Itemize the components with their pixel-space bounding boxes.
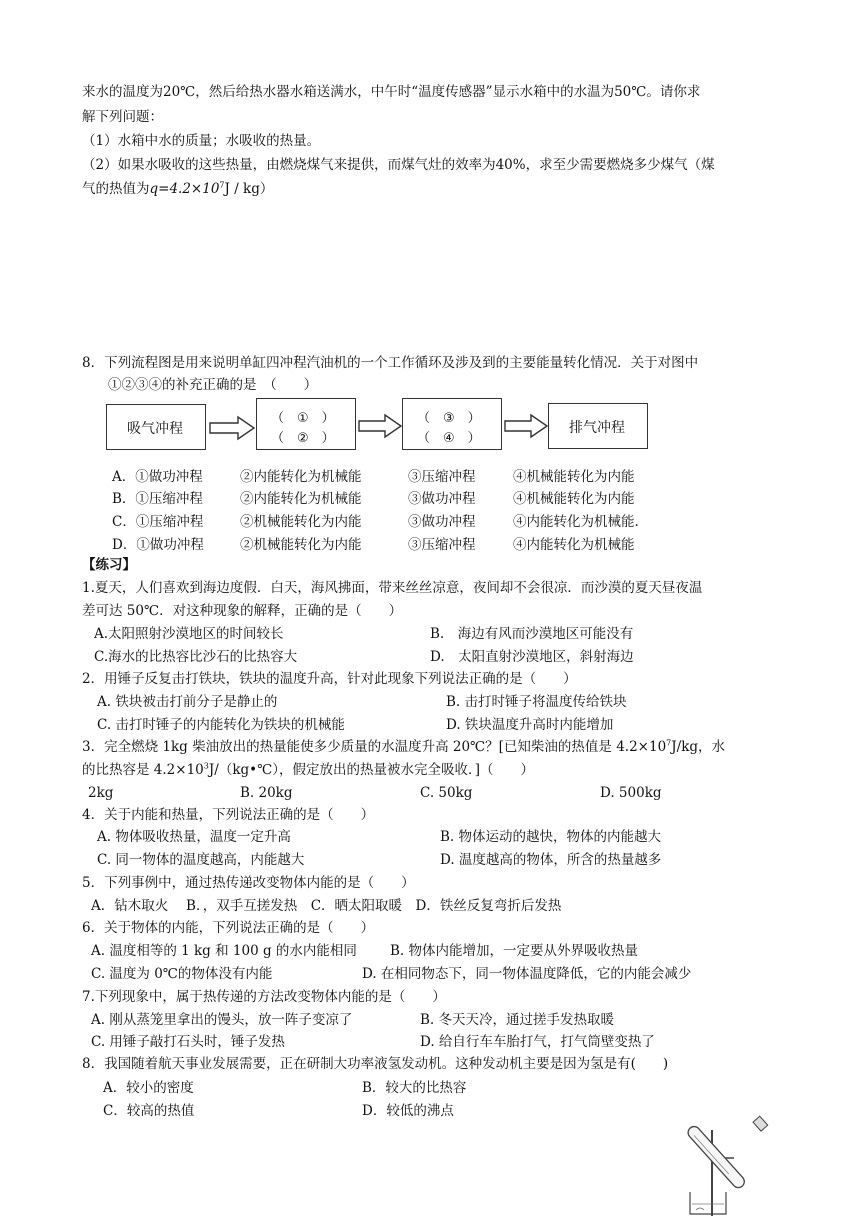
p3-line-2-a: 的比热容是 4.2×10 bbox=[82, 762, 204, 778]
p3-opt-c: C. 50kg bbox=[420, 785, 473, 801]
flow-box-2 bbox=[256, 398, 356, 450]
q8-opt-a-2: ②内能转化为机械能 bbox=[240, 469, 362, 485]
p6-opt-b: B. 物体内能增加，一定要从外界吸收热量 bbox=[390, 943, 639, 959]
p7-opt-b: B. 冬天天冷，通过搓手发热取暖 bbox=[420, 1012, 615, 1028]
flow-box-exhaust bbox=[548, 403, 648, 449]
intro-line-5-a: 气的热值为 bbox=[82, 181, 150, 197]
p6-opt-c: C. 温度为 0℃的物体没有内能 bbox=[91, 966, 273, 982]
intro-line-3: （1）水箱中水的质量；水吸收的热量。 bbox=[82, 133, 321, 149]
p4-opt-b: B. 物体运动的越快，物体的内能越大 bbox=[440, 829, 662, 845]
q8-opt-d-2: ②机械能转化为内能 bbox=[240, 537, 362, 553]
p4-opt-c: C. 同一物体的温度越高，内能越大 bbox=[97, 852, 305, 868]
p2-opt-d: D. 铁块温度升高时内能增加 bbox=[446, 717, 614, 733]
flow-box-exhaust-label: 排气冲程 bbox=[569, 420, 625, 436]
q8-opt-a-1: A．①做功冲程 bbox=[112, 469, 203, 485]
flow-box-3-bottom: （ ④ ） bbox=[417, 431, 481, 446]
p5-line-1: 5．下列事例中，通过热传递改变物体内能的是（ ） bbox=[82, 875, 415, 891]
p3-line-1-b: J/kg，水 bbox=[671, 739, 726, 755]
p8-opt-c: C．较高的热值 bbox=[103, 1103, 195, 1119]
p2-opt-c: C. 击打时锤子的内能转化为铁块的机械能 bbox=[97, 717, 345, 733]
flow-box-3 bbox=[402, 398, 502, 450]
p3-line-2-sup: 3 bbox=[203, 761, 209, 771]
q8-line-1: 8．下列流程图是用来说明单缸四冲程汽油机的一个工作循环及涉及到的主要能量转化情况．关于对图中 bbox=[82, 355, 699, 371]
p1-opt-a: A.太阳照射沙漠地区的时间较长 bbox=[94, 626, 284, 642]
p3-line-1-a: 3．完全燃烧 1kg 柴油放出的热量能使多少质量的水温度升高 20℃？[已知柴油的热值是 4.2×10 bbox=[82, 739, 667, 755]
lab-apparatus-illustration bbox=[676, 1112, 776, 1216]
p3-line-2 bbox=[82, 762, 534, 778]
p3-opt-a: 2kg bbox=[88, 785, 114, 801]
flow-box-2-top: （ ① ） bbox=[271, 411, 335, 426]
q8-opt-b-2: ②内能转化为机械能 bbox=[240, 491, 362, 507]
intro-line-5 bbox=[82, 181, 273, 197]
flow-arrow-1 bbox=[208, 415, 256, 441]
p1-opt-d: D. 太阳直射沙漠地区，斜射海边 bbox=[430, 649, 634, 665]
p3-opt-b: B. 20kg bbox=[240, 785, 293, 801]
flow-box-intake-label: 吸气冲程 bbox=[127, 421, 183, 437]
p7-line-1: 7.下列现象中，属于热传递的方法改变物体内能的是（ ） bbox=[82, 989, 446, 1005]
intro-line-5-c: J / kg） bbox=[224, 181, 274, 197]
q8-opt-c-2: ②机械能转化为内能 bbox=[240, 514, 362, 530]
p6-opt-a: A. 温度相等的 1 kg 和 100 g 的水内能相同 bbox=[91, 943, 357, 959]
p4-opt-a: A. 物体吸收热量，温度一定升高 bbox=[97, 829, 291, 845]
p7-opt-c: C. 用锤子敲打石头时，锤子发热 bbox=[91, 1034, 285, 1050]
p3-line-1-sup: 7 bbox=[666, 738, 672, 748]
intro-line-5-sup: 7 bbox=[219, 180, 225, 190]
p4-line-1: 4．关于内能和热量，下列说法正确的是（ ） bbox=[82, 807, 375, 823]
q8-opt-a-3: ③压缩冲程 bbox=[408, 469, 476, 485]
p6-line-1: 6．关于物体的内能，下列说法正确的是（ ） bbox=[82, 920, 375, 936]
flow-box-intake bbox=[106, 404, 206, 450]
p1-opt-c: C.海水的比热容比沙石的比热容大 bbox=[94, 649, 298, 665]
flow-arrow-2 bbox=[357, 413, 403, 439]
q8-opt-d-4: ④内能转化为机械能 bbox=[513, 537, 635, 553]
intro-line-1: 来水的温度为20℃，然后给热水器水箱送满水，中午时“温度传感器”显示水箱中的水温为50℃。请你求 bbox=[82, 84, 701, 100]
p3-line-1 bbox=[82, 739, 725, 755]
flow-arrow-3 bbox=[503, 413, 549, 439]
q8-opt-a-4: ④机械能转化为内能 bbox=[513, 469, 635, 485]
p3-opt-d: D. 500kg bbox=[600, 785, 662, 801]
p5-options: A．钻木取火 B．，双手互搓发热 C．晒太阳取暖 D．铁丝反复弯折后发热 bbox=[91, 898, 562, 914]
p4-opt-d: D. 温度越高的物体，所含的热量越多 bbox=[440, 852, 662, 868]
p8-opt-b: B．较大的比热容 bbox=[362, 1080, 467, 1096]
p2-opt-b: B. 击打时锤子将温度传给铁块 bbox=[446, 694, 627, 710]
q8-opt-b-4: ④机械能转化为内能 bbox=[513, 491, 635, 507]
intro-line-2: 解下列问题： bbox=[82, 109, 163, 125]
q8-opt-b-1: B．①压缩冲程 bbox=[112, 491, 203, 507]
q8-opt-d-1: D．①做功冲程 bbox=[112, 537, 204, 553]
q8-opt-c-1: C．①压缩冲程 bbox=[112, 514, 204, 530]
p2-line-1: 2．用锤子反复击打铁块，铁块的温度升高，针对此现象下列说法正确的是（ ） bbox=[82, 671, 577, 687]
p1-line-1: 1.夏天，人们喜欢到海边度假．白天，海风拂面，带来丝丝凉意，夜间却不会很凉．而沙漠的夏天昼夜温 bbox=[82, 580, 703, 596]
q8-opt-c-3: ③做功冲程 bbox=[408, 514, 476, 530]
intro-line-5-b: q=4.2×10 bbox=[149, 181, 220, 197]
intro-line-4: （2）如果水吸收的这些热量，由燃烧煤气来提供，而煤气灶的效率为40%，求至少需要燃烧多少煤气（煤 bbox=[82, 157, 715, 173]
p1-opt-b: B. 海边有风而沙漠地区可能没有 bbox=[430, 626, 634, 642]
p7-opt-a: A. 刚从蒸笼里拿出的馒头，放一阵子变凉了 bbox=[91, 1012, 353, 1028]
p7-opt-d: D. 给自行车车胎打气，打气筒壁变热了 bbox=[420, 1034, 655, 1050]
q8-opt-d-3: ③压缩冲程 bbox=[408, 537, 476, 553]
q8-line-2: ①②③④的补充正确的是 （ ） bbox=[108, 377, 318, 393]
p8-opt-d: D．较低的沸点 bbox=[362, 1103, 454, 1119]
practice-heading: 【练习】 bbox=[82, 557, 136, 573]
p3-line-2-b: J/（kg•℃），假定放出的热量被水完全吸收．]（ ） bbox=[208, 762, 534, 778]
flow-box-2-bottom: （ ② ） bbox=[271, 431, 335, 446]
q8-opt-c-4: ④内能转化为机械能. bbox=[513, 514, 639, 530]
flow-box-3-top: （ ③ ） bbox=[417, 411, 481, 426]
q8-opt-b-3: ③做功冲程 bbox=[408, 491, 476, 507]
p1-line-2: 差可达 50℃．对这种现象的解释，正确的是（ ） bbox=[82, 603, 403, 619]
p6-opt-d: D. 在相同物态下，同一物体温度降低，它的内能会减少 bbox=[362, 966, 692, 982]
p8-line-1: 8．我国随着航天事业发展需要，正在研制大功率液氢发动机。这种发动机主要是因为氢是有( ) bbox=[82, 1056, 669, 1072]
p8-opt-a: A．较小的密度 bbox=[103, 1080, 194, 1096]
p2-opt-a: A. 铁块被击打前分子是静止的 bbox=[97, 694, 278, 710]
